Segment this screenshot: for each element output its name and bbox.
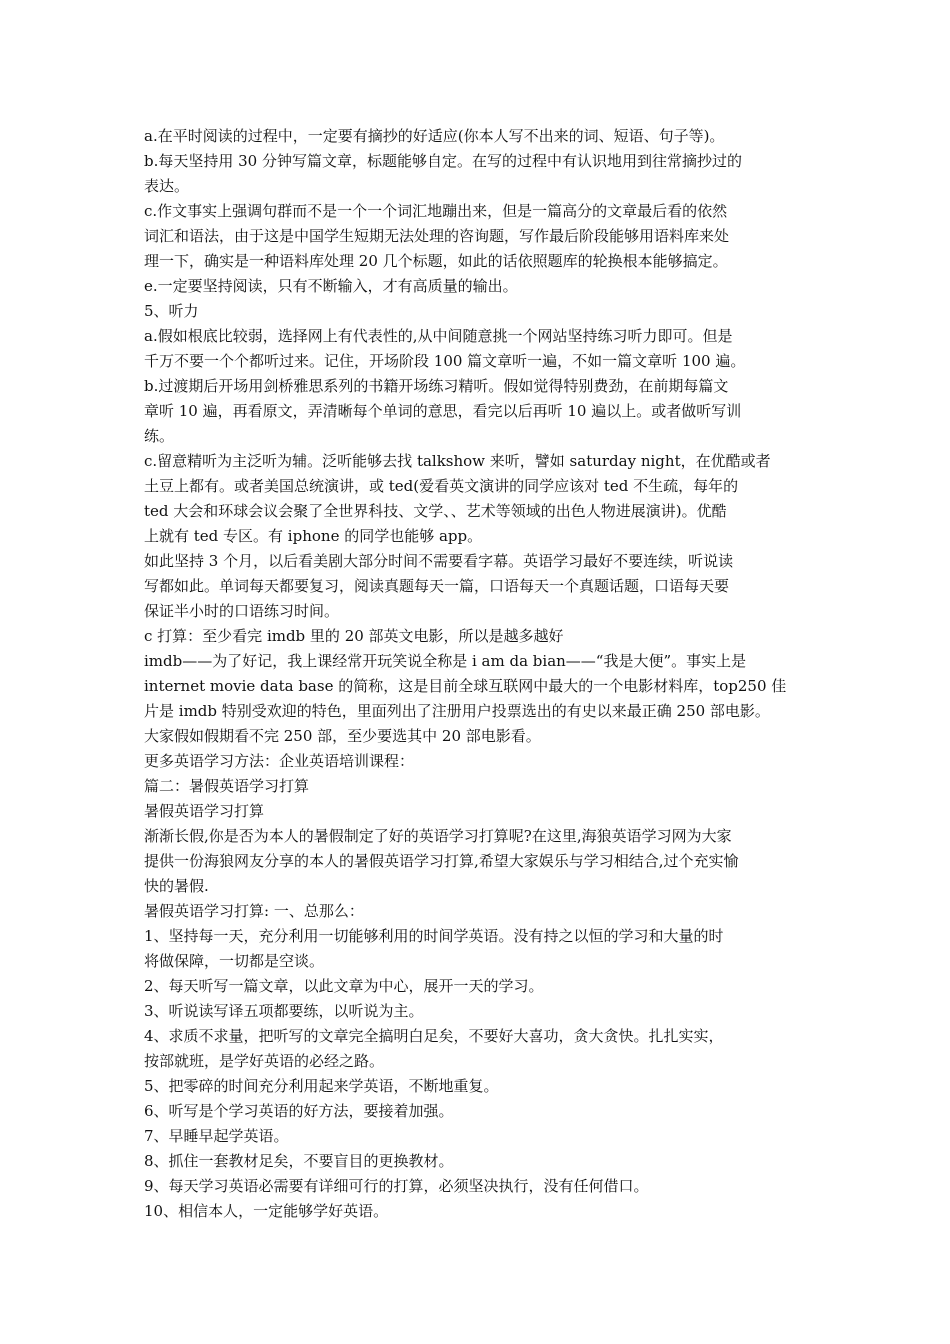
text-line: 将做保障，一切都是空谈。: [144, 952, 325, 970]
text-line: 土豆上都有。或者美国总统演讲，或 ted(爱看英文演讲的同学应该对 ted 不生疏，每年的: [144, 477, 739, 495]
text-line: 章听 10 遍，再看原文，弄清晰每个单词的意思，看完以后再听 10 遍以上。或者做听写训: [144, 402, 742, 420]
text-line: 上就有 ted 专区。有 iphone 的同学也能够 app。: [144, 527, 483, 545]
text-line: 按部就班，是学好英语的必经之路。: [144, 1052, 385, 1070]
text-line: 4、求质不求量，把听写的文章完全搞明白足矣，不要好大喜功，贪大贪快。扎扎实实，: [144, 1027, 724, 1045]
text-line: 千万不要一个个都听过来。记住，开场阶段 100 篇文章听一遍，不如一篇文章听 100 遍。: [144, 352, 746, 370]
text-line: 片是 imdb 特别受欢迎的特色，里面列出了注册用户投票选出的有史以来最正确 250 部电影。: [144, 702, 770, 720]
text-line: 渐渐长假,你是否为本人的暑假制定了好的英语学习打算呢?在这里,海狼英语学习网为大家: [144, 827, 732, 845]
text-line: 快的暑假.: [144, 877, 209, 895]
text-line: 写都如此。单词每天都要复习，阅读真题每天一篇，口语每天一个真题话题，口语每天要: [144, 577, 730, 595]
text-line: 篇二：暑假英语学习打算: [144, 777, 310, 795]
text-line: 暑假英语学习打算: 一、总那么：: [144, 902, 364, 920]
text-line: 2、每天听写一篇文章，以此文章为中心，展开一天的学习。: [144, 977, 544, 995]
text-line: 练。: [144, 427, 175, 445]
text-line: a.在平时阅读的过程中，一定要有摘抄的好适应(你本人写不出来的词、短语、句子等)。: [144, 127, 725, 145]
text-line: a.假如根底比较弱，选择网上有代表性的,从中间随意挑一个网站坚持练习听力即可。但是: [144, 327, 733, 345]
text-line: 10、相信本人，一定能够学好英语。: [144, 1202, 389, 1220]
text-line: ted 大会和环球会议会聚了全世界科技、文学、、艺术等领域的出色人物进展演讲)。优酷: [144, 502, 727, 520]
text-line: e.一定要坚持阅读，只有不断输入，才有高质量的输出。: [144, 277, 518, 295]
text-line: imdb——为了好记，我上课经常开玩笑说全称是 i am da bian——“我是大便”。事实上是: [144, 652, 747, 670]
text-line: 更多英语学习方法：企业英语培训课程：: [144, 752, 415, 770]
text-line: c.留意精听为主泛听为辅。泛听能够去找 talkshow 来听，譬如 saturday night，在优酷或者: [144, 452, 771, 470]
text-line: 词汇和语法，由于这是中国学生短期无法处理的咨询题，写作最后阶段能够用语料库来处: [144, 227, 730, 245]
text-line: 大家假如假期看不完 250 部，至少要选其中 20 部电影看。: [144, 727, 541, 745]
text-line: 如此坚持 3 个月，以后看美剧大部分时间不需要看字幕。英语学习最好不要连续，听说读: [144, 552, 734, 570]
text-line: c 打算：至少看完 imdb 里的 20 部英文电影，所以是越多越好: [144, 627, 564, 645]
text-line: 3、听说读写译五项都要练，以听说为主。: [144, 1002, 424, 1020]
text-line: b.每天坚持用 30 分钟写篇文章，标题能够自定。在写的过程中有认识地用到往常摘抄过的: [144, 152, 742, 170]
text-line: 6、听写是个学习英语的好方法，要接着加强。: [144, 1102, 454, 1120]
text-line: 保证半小时的口语练习时间。: [144, 602, 340, 620]
text-line: 7、早睡早起学英语。: [144, 1127, 289, 1145]
text-line: 5、听力: [144, 302, 199, 320]
text-line: 9、每天学习英语必需要有详细可行的打算，必须坚决执行，没有任何借口。: [144, 1177, 649, 1195]
document-body: [144, 124, 824, 1224]
text-line: internet movie data base 的简称，这是目前全球互联网中最大的一个电影材料库，top250 佳: [144, 677, 787, 695]
text-line: 8、抓住一套教材足矣，不要盲目的更换教材。: [144, 1152, 454, 1170]
text-line: 理一下，确实是一种语料库处理 20 几个标题，如此的话依照题库的轮换根本能够搞定。: [144, 252, 728, 270]
text-line: 暑假英语学习打算: [144, 802, 265, 820]
text-line: 提供一份海狼网友分享的本人的暑假英语学习打算,希望大家娱乐与学习相结合,过个充实愉: [144, 852, 739, 870]
text-line: c.作文事实上强调句群而不是一个一个词汇地蹦出来，但是一篇高分的文章最后看的依然: [144, 202, 728, 220]
text-line: 5、把零碎的时间充分利用起来学英语，不断地重复。: [144, 1077, 499, 1095]
text-line: 表达。: [144, 177, 190, 195]
text-line: b.过渡期后开场用剑桥雅思系列的书籍开场练习精听。假如觉得特别费劲，在前期每篇文: [144, 377, 729, 395]
text-line: 1、坚持每一天，充分利用一切能够利用的时间学英语。没有持之以恒的学习和大量的时: [144, 927, 724, 945]
